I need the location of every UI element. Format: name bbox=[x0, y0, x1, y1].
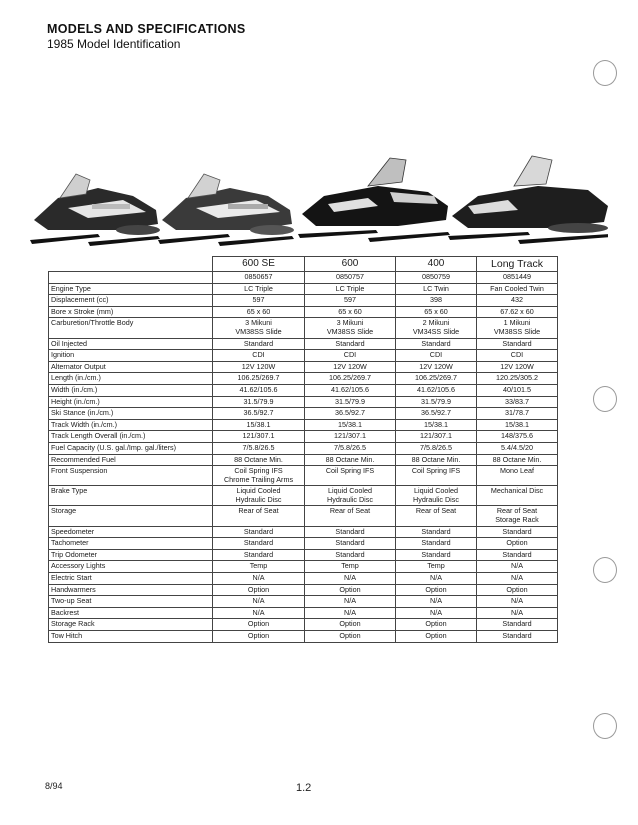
spec-row bbox=[49, 538, 558, 550]
spec-value: Standard bbox=[477, 526, 558, 538]
spec-value: 0851449 bbox=[477, 272, 558, 284]
spec-value: 15/38.1 bbox=[396, 419, 477, 431]
spec-value: Fan Cooled Twin bbox=[477, 283, 558, 295]
spec-label: Carburetion/Throttle Body bbox=[49, 318, 213, 338]
spec-value: 88 Octane Min. bbox=[305, 454, 396, 466]
spec-row bbox=[49, 442, 558, 454]
spec-value: N/A bbox=[213, 573, 305, 585]
spec-label: Ski Stance (in./cm.) bbox=[49, 408, 213, 420]
spec-label: Backrest bbox=[49, 607, 213, 619]
model-header-row bbox=[49, 257, 558, 272]
spec-value: 120.25/305.2 bbox=[477, 373, 558, 385]
spec-value: 36.5/92.7 bbox=[213, 408, 305, 420]
spec-value: N/A bbox=[396, 573, 477, 585]
spec-label: Speedometer bbox=[49, 526, 213, 538]
spec-row bbox=[49, 631, 558, 643]
spec-value: 15/38.1 bbox=[477, 419, 558, 431]
spec-value: 121/307.1 bbox=[396, 431, 477, 443]
spec-row bbox=[49, 619, 558, 631]
spec-value: Standard bbox=[396, 538, 477, 550]
snowmobile-long-track-image bbox=[448, 156, 608, 244]
spec-value: 12V 120W bbox=[213, 361, 305, 373]
spec-value: 121/307.1 bbox=[305, 431, 396, 443]
snowmobile-600-image bbox=[158, 174, 294, 246]
spec-value: N/A bbox=[305, 607, 396, 619]
model-header: 400 bbox=[396, 257, 477, 272]
spec-value: Option bbox=[477, 538, 558, 550]
model-header: Long Track bbox=[477, 257, 558, 272]
spec-value: 432 bbox=[477, 295, 558, 307]
spec-value: Option bbox=[213, 619, 305, 631]
spec-value: 597 bbox=[213, 295, 305, 307]
spec-label: Engine Type bbox=[49, 283, 213, 295]
spec-value: 65 x 60 bbox=[396, 306, 477, 318]
spec-value: 41.62/105.6 bbox=[213, 384, 305, 396]
spec-row bbox=[49, 466, 558, 486]
spec-row bbox=[49, 396, 558, 408]
spec-row bbox=[49, 408, 558, 420]
spec-value: Standard bbox=[396, 549, 477, 561]
specifications-body bbox=[49, 272, 558, 643]
spec-row bbox=[49, 306, 558, 318]
spec-value: 88 Octane Min. bbox=[477, 454, 558, 466]
spec-value: Standard bbox=[213, 526, 305, 538]
spec-row bbox=[49, 419, 558, 431]
spec-value: 106.25/269.7 bbox=[396, 373, 477, 385]
specifications-table bbox=[48, 256, 558, 643]
spec-value: 88 Octane Min. bbox=[396, 454, 477, 466]
spec-value: Rear of Seat Storage Rack bbox=[477, 506, 558, 526]
spec-value: Standard bbox=[213, 538, 305, 550]
binder-hole-bottom bbox=[593, 713, 617, 739]
spec-value: Option bbox=[305, 584, 396, 596]
spec-value: Option bbox=[477, 584, 558, 596]
spec-value: Standard bbox=[305, 338, 396, 350]
spec-value: 5.4/4.5/20 bbox=[477, 442, 558, 454]
spec-value: 12V 120W bbox=[477, 361, 558, 373]
spec-value: 106.25/269.7 bbox=[213, 373, 305, 385]
spec-value: Standard bbox=[396, 338, 477, 350]
spec-row bbox=[49, 384, 558, 396]
spec-value: Standard bbox=[213, 549, 305, 561]
spec-row bbox=[49, 506, 558, 526]
spec-value: 121/307.1 bbox=[213, 431, 305, 443]
page-number: 1.2 bbox=[296, 782, 312, 794]
spec-label: Accessory Lights bbox=[49, 561, 213, 573]
spec-value: Liquid Cooled Hydraulic Disc bbox=[396, 486, 477, 506]
spec-row bbox=[49, 361, 558, 373]
spec-value: Standard bbox=[477, 631, 558, 643]
spec-label: Track Width (in./cm.) bbox=[49, 419, 213, 431]
spec-value: N/A bbox=[477, 607, 558, 619]
spec-value: Temp bbox=[213, 561, 305, 573]
spec-value: 597 bbox=[305, 295, 396, 307]
spec-value: 40/101.5 bbox=[477, 384, 558, 396]
snowmobile-600se-image bbox=[30, 174, 160, 246]
spec-value: Option bbox=[396, 584, 477, 596]
spec-value: N/A bbox=[396, 596, 477, 608]
spec-row bbox=[49, 549, 558, 561]
spec-value: 41.62/105.6 bbox=[396, 384, 477, 396]
spec-label: Tow Hitch bbox=[49, 631, 213, 643]
spec-label: Electric Start bbox=[49, 573, 213, 585]
spec-value: Option bbox=[213, 631, 305, 643]
spec-label: Bore x Stroke (mm) bbox=[49, 306, 213, 318]
spec-value: CDI bbox=[477, 350, 558, 362]
spec-value: Liquid Cooled Hydraulic Disc bbox=[305, 486, 396, 506]
spec-label: Displacement (cc) bbox=[49, 295, 213, 307]
revision-date: 8/94 bbox=[45, 781, 63, 791]
spec-value: Option bbox=[396, 631, 477, 643]
spec-value: Standard bbox=[213, 338, 305, 350]
snowmobile-400-image bbox=[298, 158, 450, 242]
spec-value: Standard bbox=[477, 619, 558, 631]
spec-value: Standard bbox=[305, 526, 396, 538]
spec-value: CDI bbox=[305, 350, 396, 362]
spec-value: Standard bbox=[396, 526, 477, 538]
spec-value: Temp bbox=[305, 561, 396, 573]
page-subtitle: 1985 Model Identification bbox=[47, 37, 181, 51]
spec-value: 67.62 x 60 bbox=[477, 306, 558, 318]
binder-hole-lower-middle bbox=[593, 557, 617, 583]
page-title: MODELS AND SPECIFICATIONS bbox=[47, 22, 246, 36]
spec-row bbox=[49, 350, 558, 362]
spec-value: 7/5.8/26.5 bbox=[396, 442, 477, 454]
spec-value: 148/375.6 bbox=[477, 431, 558, 443]
spec-value: 31/78.7 bbox=[477, 408, 558, 420]
spec-label: Trip Odometer bbox=[49, 549, 213, 561]
spec-value: Option bbox=[396, 619, 477, 631]
spec-row bbox=[49, 431, 558, 443]
spec-value: Option bbox=[305, 631, 396, 643]
spec-label: Fuel Capacity (U.S. gal./Imp. gal./liters) bbox=[49, 442, 213, 454]
spec-value: N/A bbox=[477, 561, 558, 573]
spec-value: 0850657 bbox=[213, 272, 305, 284]
spec-row bbox=[49, 486, 558, 506]
part-number-row bbox=[49, 272, 558, 284]
spec-value: 12V 120W bbox=[396, 361, 477, 373]
spec-value: 12V 120W bbox=[305, 361, 396, 373]
spec-value: 31.5/79.9 bbox=[213, 396, 305, 408]
spec-value: 33/83.7 bbox=[477, 396, 558, 408]
spec-label: Front Suspension bbox=[49, 466, 213, 486]
spec-value: 31.5/79.9 bbox=[305, 396, 396, 408]
spec-value: Liquid Cooled Hydraulic Disc bbox=[213, 486, 305, 506]
spec-value: 7/5.8/26.5 bbox=[213, 442, 305, 454]
spec-value: N/A bbox=[305, 573, 396, 585]
spec-value: 31.5/79.9 bbox=[396, 396, 477, 408]
spec-label: Storage Rack bbox=[49, 619, 213, 631]
spec-value: LC Twin bbox=[396, 283, 477, 295]
spec-row bbox=[49, 526, 558, 538]
spec-value: 88 Octane Min. bbox=[213, 454, 305, 466]
spec-value: CDI bbox=[213, 350, 305, 362]
spec-row bbox=[49, 596, 558, 608]
spec-value: Rear of Seat bbox=[213, 506, 305, 526]
spec-value: Rear of Seat bbox=[396, 506, 477, 526]
spec-value: Mono Leaf bbox=[477, 466, 558, 486]
binder-hole-upper-middle bbox=[593, 386, 617, 412]
spec-label: Recommended Fuel bbox=[49, 454, 213, 466]
spec-value: 1 Mikuni VM38SS Slide bbox=[477, 318, 558, 338]
page-heading bbox=[47, 22, 245, 52]
spec-value: Standard bbox=[477, 338, 558, 350]
spec-label: Tachometer bbox=[49, 538, 213, 550]
spec-value: 15/38.1 bbox=[213, 419, 305, 431]
spec-label: Brake Type bbox=[49, 486, 213, 506]
spec-value: N/A bbox=[305, 596, 396, 608]
spec-value: Coil Spring IFS bbox=[305, 466, 396, 486]
spec-row bbox=[49, 607, 558, 619]
spec-value: 2 Mikuni VM34SS Slide bbox=[396, 318, 477, 338]
spec-value: Option bbox=[213, 584, 305, 596]
spec-value: 3 Mikuni VM38SS Slide bbox=[213, 318, 305, 338]
spec-value: LC Triple bbox=[213, 283, 305, 295]
spec-value: 0850759 bbox=[396, 272, 477, 284]
spec-value: 65 x 60 bbox=[213, 306, 305, 318]
spec-value: Standard bbox=[305, 549, 396, 561]
spec-label: Storage bbox=[49, 506, 213, 526]
spec-row bbox=[49, 454, 558, 466]
spec-label: Two-up Seat bbox=[49, 596, 213, 608]
header-corner bbox=[49, 257, 213, 272]
spec-label: Oil Injected bbox=[49, 338, 213, 350]
spec-value: Coil Spring IFS bbox=[396, 466, 477, 486]
spec-label: Handwarmers bbox=[49, 584, 213, 596]
spec-value: N/A bbox=[213, 607, 305, 619]
spec-value: Standard bbox=[477, 549, 558, 561]
spec-value: Rear of Seat bbox=[305, 506, 396, 526]
spec-row bbox=[49, 295, 558, 307]
spec-value: 36.5/92.7 bbox=[396, 408, 477, 420]
spec-value: Standard bbox=[305, 538, 396, 550]
spec-value: 41.62/105.6 bbox=[305, 384, 396, 396]
spec-value: Mechanical Disc bbox=[477, 486, 558, 506]
spec-value: 0850757 bbox=[305, 272, 396, 284]
spec-label bbox=[49, 272, 213, 284]
spec-value: 15/38.1 bbox=[305, 419, 396, 431]
spec-value: LC Triple bbox=[305, 283, 396, 295]
snowmobile-lineup-photo bbox=[28, 148, 608, 248]
model-header: 600 bbox=[305, 257, 396, 272]
model-header: 600 SE bbox=[213, 257, 305, 272]
spec-value: N/A bbox=[477, 596, 558, 608]
spec-row bbox=[49, 573, 558, 585]
spec-value: 3 Mikuni VM38SS Slide bbox=[305, 318, 396, 338]
spec-value: 106.25/269.7 bbox=[305, 373, 396, 385]
spec-value: Option bbox=[305, 619, 396, 631]
spec-row bbox=[49, 584, 558, 596]
spec-row bbox=[49, 283, 558, 295]
spec-value: 7/5.8/26.5 bbox=[305, 442, 396, 454]
spec-value: N/A bbox=[213, 596, 305, 608]
spec-value: N/A bbox=[477, 573, 558, 585]
spec-value: 36.5/92.7 bbox=[305, 408, 396, 420]
spec-value: Coil Spring IFS Chrome Trailing Arms bbox=[213, 466, 305, 486]
binder-hole-top bbox=[593, 60, 617, 86]
spec-label: Alternator Output bbox=[49, 361, 213, 373]
spec-label: Ignition bbox=[49, 350, 213, 362]
spec-label: Length (in./cm.) bbox=[49, 373, 213, 385]
spec-label: Track Length Overall (in./cm.) bbox=[49, 431, 213, 443]
spec-row bbox=[49, 338, 558, 350]
spec-value: CDI bbox=[396, 350, 477, 362]
spec-row bbox=[49, 318, 558, 338]
spec-value: 398 bbox=[396, 295, 477, 307]
spec-value: 65 x 60 bbox=[305, 306, 396, 318]
spec-row bbox=[49, 373, 558, 385]
spec-value: N/A bbox=[396, 607, 477, 619]
spec-value: Temp bbox=[396, 561, 477, 573]
spec-label: Height (in./cm.) bbox=[49, 396, 213, 408]
spec-row bbox=[49, 561, 558, 573]
spec-label: Width (in./cm.) bbox=[49, 384, 213, 396]
